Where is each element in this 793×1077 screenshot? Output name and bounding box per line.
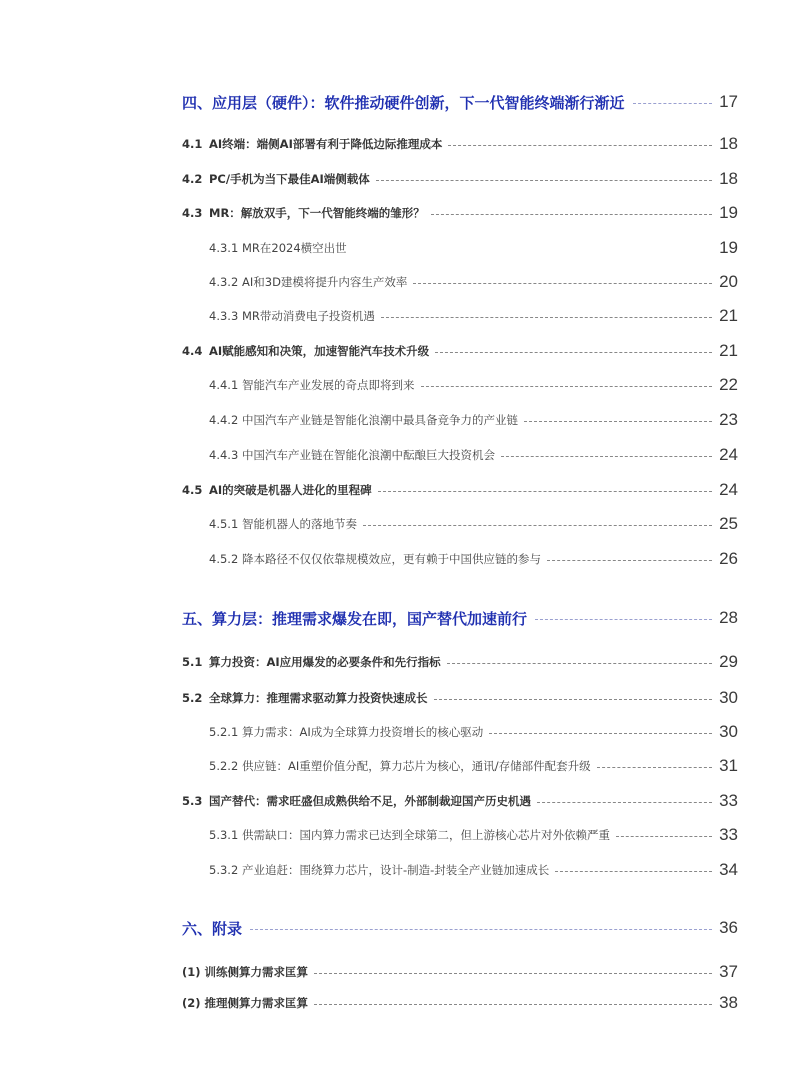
- dotted-leader: [537, 802, 712, 803]
- toc-page-number: 34: [719, 860, 738, 879]
- toc-section-title: AI终端：端侧AI部署有利于降低边际推理成本: [209, 137, 443, 151]
- dotted-leader: [376, 180, 712, 181]
- toc-section-4-4[interactable]: [182, 339, 738, 363]
- toc-subsection-label: [209, 758, 591, 774]
- toc-section-number: 5.3: [182, 794, 203, 808]
- toc-section-number: 4.2: [182, 172, 203, 186]
- toc-page-number: 36: [719, 918, 738, 937]
- toc-chapter-title: 五、算力层：推理需求爆发在即，国产替代加速前行: [182, 609, 528, 628]
- toc-section-5-3[interactable]: [182, 789, 738, 813]
- toc-appendix-title: (1) 训练侧算力需求匡算: [182, 965, 309, 979]
- toc-subsection-title: AI和3D建模将提升内容生产效率: [242, 275, 408, 289]
- toc-section-label: [182, 136, 442, 152]
- toc-subsection-4-3-1[interactable]: [209, 236, 738, 260]
- toc-subsection-number: 4.4.2: [209, 413, 239, 427]
- toc-page-number: 23: [719, 410, 738, 429]
- toc-page-number: 30: [719, 688, 738, 707]
- toc-subsection-4-4-2[interactable]: [209, 408, 738, 432]
- toc-subsection-number: 4.4.3: [209, 448, 239, 462]
- toc-page-number: 33: [719, 791, 738, 810]
- toc-section-title: 国产替代：需求旺盛但成熟供给不足，外部制裁迎国产历史机遇: [209, 794, 531, 808]
- dotted-leader: [413, 283, 712, 284]
- toc-section-title: 全球算力：推理需求驱动算力投资快速成长: [209, 691, 428, 705]
- toc-section-label: [182, 482, 372, 498]
- dotted-leader: [448, 145, 712, 146]
- toc-subsection-title: 中国汽车产业链在智能化浪潮中酝酿巨大投资机会: [242, 448, 495, 462]
- toc-subsection-label: [209, 516, 357, 532]
- toc-subsection-number: 5.3.1: [209, 828, 239, 842]
- toc-section-title: 算力投资：AI应用爆发的必要条件和先行指标: [209, 655, 441, 669]
- toc-subsection-5-2-2[interactable]: [209, 754, 738, 778]
- toc-subsection-label: [209, 551, 541, 567]
- toc-page-number: 25: [719, 514, 738, 533]
- toc-subsection-title: 供应链：AI重塑价值分配，算力芯片为核心，通讯/存储部件配套升级: [242, 759, 591, 773]
- toc-subsection-number: 5.3.2: [209, 863, 239, 877]
- toc-section-5-1[interactable]: [182, 650, 738, 674]
- dotted-leader: [555, 871, 712, 872]
- toc-subsection-number: 4.4.1: [209, 378, 239, 392]
- toc-subsection-4-4-3[interactable]: [209, 443, 738, 467]
- toc-chapter-title: 六、附录: [182, 919, 243, 938]
- toc-page-number: 26: [719, 549, 738, 568]
- toc-page-number: 19: [719, 203, 738, 222]
- toc-section-4-5[interactable]: [182, 478, 738, 502]
- toc-section-number: 4.1: [182, 137, 203, 151]
- toc-subsection-title: 智能机器人的落地节奏: [242, 517, 357, 531]
- toc-subsection-number: 4.5.1: [209, 517, 239, 531]
- toc-page-number: 20: [719, 272, 738, 291]
- toc-section-label: [182, 205, 425, 221]
- toc-chapter-5[interactable]: [182, 605, 738, 631]
- toc-section-label: [182, 793, 531, 809]
- toc-page-number: 19: [719, 238, 738, 257]
- toc-section-4-2[interactable]: [182, 167, 738, 191]
- toc-page-number: 18: [719, 134, 738, 153]
- dotted-leader: [353, 249, 712, 250]
- toc-subsection-label: [209, 724, 483, 740]
- toc-page-number: 29: [719, 652, 738, 671]
- dotted-leader: [378, 491, 712, 492]
- toc-subsection-title: MR在2024横空出世: [242, 241, 347, 255]
- dotted-leader: [434, 699, 713, 700]
- toc-subsection-title: 供需缺口：国内算力需求已达到全球第二，但上游核心芯片对外依赖严重: [242, 828, 610, 842]
- toc-page-number: 17: [719, 92, 738, 111]
- dotted-leader: [616, 836, 712, 837]
- toc-subsection-4-4-1[interactable]: [209, 373, 738, 397]
- toc-section-4-3[interactable]: [182, 201, 738, 225]
- toc-section-4-1[interactable]: [182, 132, 738, 156]
- toc-page-number: 21: [719, 341, 738, 360]
- toc-subsection-4-5-1[interactable]: [209, 512, 738, 536]
- toc-subsection-title: 智能汽车产业发展的奇点即将到来: [242, 378, 415, 392]
- toc-subsection-label: [209, 827, 610, 843]
- toc-subsection-label: [209, 274, 407, 290]
- dotted-leader: [431, 214, 712, 215]
- toc-subsection-number: 4.3.2: [209, 275, 239, 289]
- dotted-leader: [314, 1004, 712, 1005]
- toc-page-number: 18: [719, 169, 738, 188]
- toc-chapter-4[interactable]: [182, 89, 738, 115]
- toc-section-label: [182, 690, 428, 706]
- toc-subsection-4-3-3[interactable]: [209, 304, 738, 328]
- toc-subsection-label: [209, 412, 518, 428]
- toc-subsection-5-3-2[interactable]: [209, 858, 738, 882]
- toc-subsection-title: MR带动消费电子投资机遇: [242, 309, 375, 323]
- dotted-leader: [421, 386, 713, 387]
- toc-section-label: [182, 654, 441, 670]
- toc-subsection-title: 降本路径不仅仅依靠规模效应，更有赖于中国供应链的参与: [242, 552, 541, 566]
- toc-appendix-1[interactable]: [182, 960, 738, 984]
- toc-page-number: 38: [719, 993, 738, 1012]
- toc-subsection-label: [209, 240, 347, 256]
- dotted-leader: [314, 973, 712, 974]
- toc-subsection-number: 5.2.1: [209, 725, 239, 739]
- toc-section-number: 4.4: [182, 344, 203, 358]
- toc-section-title: AI的突破是机器人进化的里程碑: [209, 483, 372, 497]
- toc-subsection-title: 产业追赶：围绕算力芯片，设计-制造-封装全产业链加速成长: [242, 863, 550, 877]
- dotted-leader: [435, 352, 712, 353]
- toc-section-number: 5.1: [182, 655, 203, 669]
- toc-subsection-number: 5.2.2: [209, 759, 239, 773]
- dotted-leader: [547, 560, 712, 561]
- toc-subsection-number: 4.3.1: [209, 241, 239, 255]
- toc-section-title: MR：解放双手，下一代智能终端的雏形？: [209, 206, 425, 220]
- toc-section-label: [182, 343, 429, 359]
- toc-subsection-label: [209, 377, 415, 393]
- toc-page-number: 24: [719, 480, 738, 499]
- toc-chapter-title: 四、应用层（硬件）：软件推动硬件创新，下一代智能终端渐行渐近: [182, 93, 625, 112]
- dotted-leader: [381, 317, 712, 318]
- toc-appendix-2[interactable]: [182, 991, 738, 1015]
- toc-subsection-5-2-1[interactable]: [209, 720, 738, 744]
- dotted-leader: [501, 456, 712, 457]
- dotted-leader: [363, 525, 712, 526]
- toc-section-title: PC/手机为当下最佳AI端侧载体: [209, 172, 370, 186]
- dotted-leader: [535, 619, 712, 620]
- toc-page-number: 24: [719, 445, 738, 464]
- toc-section-number: 4.3: [182, 206, 203, 220]
- toc-page-number: 28: [719, 608, 738, 627]
- toc-page-number: 21: [719, 306, 738, 325]
- dotted-leader: [524, 421, 712, 422]
- dotted-leader: [633, 103, 712, 104]
- dotted-leader: [447, 663, 712, 664]
- toc-appendix-title: (2) 推理侧算力需求匡算: [182, 996, 309, 1010]
- toc-subsection-title: 中国汽车产业链是智能化浪潮中最具备竞争力的产业链: [242, 413, 518, 427]
- dotted-leader: [489, 733, 712, 734]
- toc-subsection-label: [209, 447, 495, 463]
- toc-section-label: [182, 171, 370, 187]
- toc-subsection-number: 4.3.3: [209, 309, 239, 323]
- toc-page-number: 22: [719, 375, 738, 394]
- dotted-leader: [250, 929, 712, 930]
- toc-subsection-label: [209, 862, 549, 878]
- toc-page-number: 33: [719, 825, 738, 844]
- toc-subsection-number: 4.5.2: [209, 552, 239, 566]
- toc-subsection-4-3-2[interactable]: [209, 270, 738, 294]
- toc-subsection-title: 算力需求：AI成为全球算力投资增长的核心驱动: [242, 725, 484, 739]
- toc-section-number: 4.5: [182, 483, 203, 497]
- dotted-leader: [597, 767, 712, 768]
- toc-section-number: 5.2: [182, 691, 203, 705]
- toc-subsection-5-3-1[interactable]: [209, 823, 738, 847]
- toc-subsection-4-5-2[interactable]: [209, 547, 738, 571]
- toc-chapter-6[interactable]: [182, 915, 738, 941]
- toc-page-number: 30: [719, 722, 738, 741]
- toc-subsection-label: [209, 308, 375, 324]
- toc-section-5-2[interactable]: [182, 686, 738, 710]
- toc-page-number: 31: [719, 756, 738, 775]
- toc-page-number: 37: [719, 962, 738, 981]
- toc-section-title: AI赋能感知和决策，加速智能汽车技术升级: [209, 344, 430, 358]
